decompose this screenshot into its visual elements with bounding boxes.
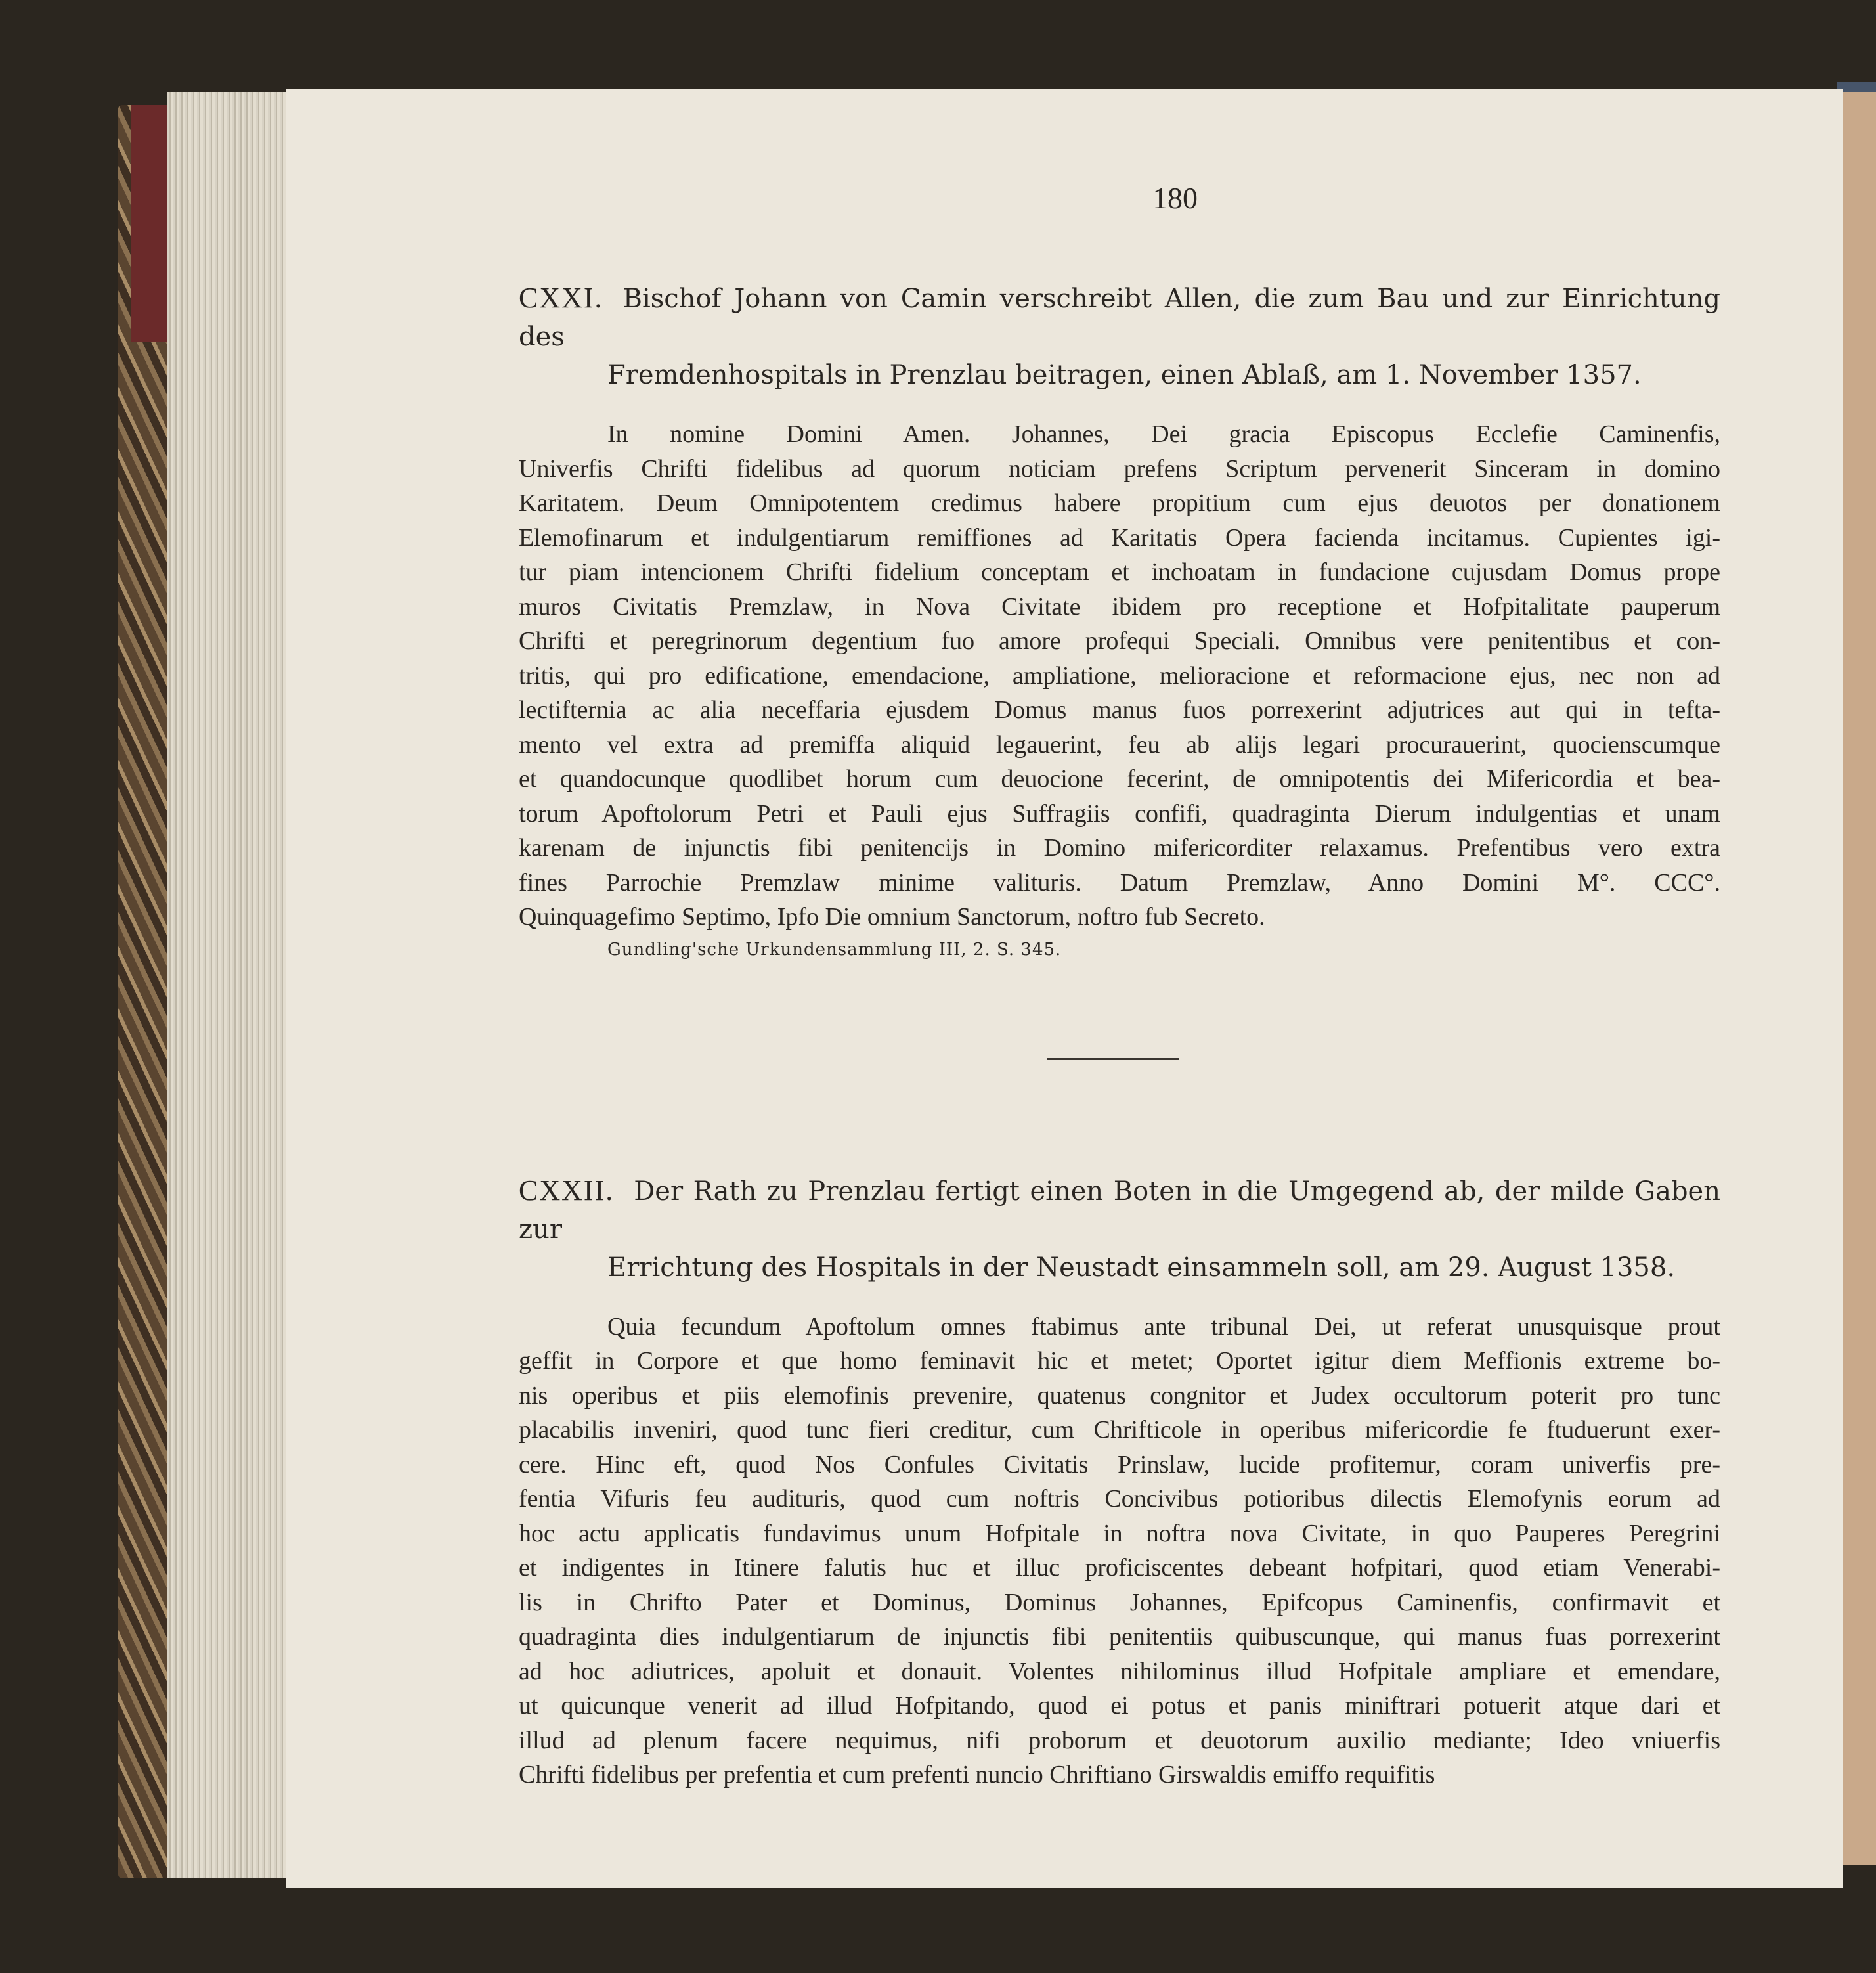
- text-line: In nomine Domini Amen. Johannes, Dei gracia Episcopus Ecclefie Caminenfis,: [607, 420, 1720, 448]
- text-line: Karitatem. Deum Omnipotentem credimus habere propitium cum ejus deuotos per donationem: [519, 489, 1720, 517]
- spine-leather-band: [131, 105, 171, 342]
- heading-line-1: CXXII. Der Rath zu Prenzlau fertigt einen Boten in die Umgegend ab, der milde Gaben zur: [519, 1174, 1720, 1245]
- text-line: mento vel extra ad premiffa aliquid legauerint, feu ab alijs legari procurauerint, quocienscumque: [519, 730, 1720, 759]
- document-text: [519, 417, 1720, 935]
- text-line: lis in Chrifto Pater et Dominus, Dominus Johannes, Epifcopus Caminenfis, confirmavit et: [519, 1588, 1720, 1616]
- text-line: tur piam intencionem Chrifti fidelium conceptam et inchoatam in fundacione cujusdam Domus prope: [519, 558, 1720, 586]
- page-content: [519, 279, 1720, 1792]
- document-text: [519, 1310, 1720, 1792]
- heading-line-2: Fremdenhospitals in Prenzlau beitragen, einen Ablaß, am 1. November 1357.: [607, 360, 1642, 390]
- page-number: 180: [1152, 181, 1198, 215]
- text-line: quadraginta dies indulgentiarum de injunctis fibi penitentiis quibuscunque, qui manus fuas porrexerint: [519, 1623, 1720, 1651]
- section-heading: [519, 279, 1720, 394]
- text-line: ut quicunque venerit ad illud Hofpitando, quod ei potus et panis miniftrari potuerit atque dari et: [519, 1692, 1720, 1719]
- text-line: geffit in Corpore et que homo feminavit hic et metet; Oportet igitur diem Meffionis extreme bo-: [519, 1347, 1720, 1375]
- text-line: torum Apoftolorum Petri et Pauli ejus Suffragiis confifi, quadraginta Dierum indulgentias et unam: [519, 799, 1720, 828]
- text-line: et quandocunque quodlibet horum cum deuocione fecerint, de omnipotentis dei Mifericordia et bea-: [519, 765, 1720, 793]
- section-number: CXXI.: [519, 282, 603, 314]
- text-line: cere. Hinc eft, quod Nos Confules Civitatis Prinslaw, lucide profitemur, coram univerfis pre-: [519, 1450, 1720, 1478]
- heading-line-1: CXXI. Bischof Johann von Camin verschreibt Allen, die zum Bau und zur Einrichtung des: [519, 282, 1720, 352]
- text-line: illud ad plenum facere nequimus, nifi proborum et deuotorum auxilio mediante; Ideo vniuerfis: [519, 1726, 1720, 1754]
- section-heading: [519, 1172, 1720, 1287]
- text-line: fines Parrochie Premzlaw minime valituris. Datum Premzlaw, Anno Domini M°. CCC°.: [519, 868, 1720, 897]
- text-line: Univerfis Chrifti fidelibus ad quorum noticiam prefens Scriptum pervenerit Sinceram in domino: [519, 454, 1720, 483]
- text-line: et indigentes in Itinere falutis huc et illuc proficiscentes debeant hofpitari, quod etiam Venerabi-: [519, 1554, 1720, 1582]
- text-line: Chrifti et peregrinorum degentium fuo amore profequi Speciali. Omnibus vere penitentibus et con-: [519, 627, 1720, 655]
- text-line: Quia fecundum Apoftolum omnes ftabimus ante tribunal Dei, ut referat unusquisque prout: [607, 1312, 1720, 1341]
- text-line: fentia Vifuris feu audituris, quod cum noftris Concivibus potioribus dilectis Elemofynis eorum ad: [519, 1485, 1720, 1513]
- source-citation: Gundling'sche Urkundensammlung III, 2. S. 345.: [607, 939, 1062, 960]
- text-line: Chrifti fidelibus per prefentia et cum prefenti nuncio Chriftiano Girswaldis emiffo requifitis: [519, 1761, 1435, 1788]
- book-page: [286, 89, 1843, 1888]
- text-line: tritis, qui pro edificatione, emendacione, ampliatione, melioracione et reformacione ejus, nec non ad: [519, 661, 1720, 690]
- text-line: ad hoc adiutrices, apoluit et donauit. Volentes nihilominus illud Hofpitale ampliare et emendare,: [519, 1657, 1720, 1685]
- text-line: Quinquagefimo Septimo, Ipfo Die omnium Sanctorum, noftro fub Secreto.: [519, 903, 1265, 931]
- text-line: muros Civitatis Premzlaw, in Nova Civitate ibidem pro receptione et Hofpitalitate pauperum: [519, 592, 1720, 621]
- section-cxxi: [519, 279, 1720, 960]
- text-line: placabilis inveniri, quod tunc fieri creditur, cum Chrifticole in operibus mifericordie fe ftuduerunt exer-: [519, 1416, 1720, 1444]
- text-line: Elemofinarum et indulgentiarum remiffiones ad Karitatis Opera facienda incitamus. Cupientes igi-: [519, 523, 1720, 552]
- section-cxxii: [519, 1172, 1720, 1792]
- marbled-cover-edge: [118, 105, 171, 1878]
- section-number: CXXII.: [519, 1174, 615, 1207]
- heading-line-2: Errichtung des Hospitals in der Neustadt einsammeln soll, am 29. August 1358.: [607, 1252, 1676, 1283]
- section-divider: [1047, 1058, 1179, 1060]
- text-line: lectifternia ac alia neceffaria ejusdem Domus manus fuos porrexerint adjutrices aut qui in tefta-: [519, 696, 1720, 724]
- text-line: hoc actu applicatis fundavimus unum Hofpitale in noftra nova Civitate, in quo Pauperes Peregrini: [519, 1519, 1720, 1547]
- facing-page-edge: [1843, 92, 1876, 1865]
- page-stack-edge: [167, 92, 286, 1878]
- text-line: karenam de injunctis fibi penitencijs in Domino mifericorditer relaxamus. Prefentibus vero extra: [519, 834, 1720, 862]
- text-line: nis operibus et piis elemofinis prevenire, quatenus congnitor et Judex occultorum poterit pro tunc: [519, 1381, 1720, 1409]
